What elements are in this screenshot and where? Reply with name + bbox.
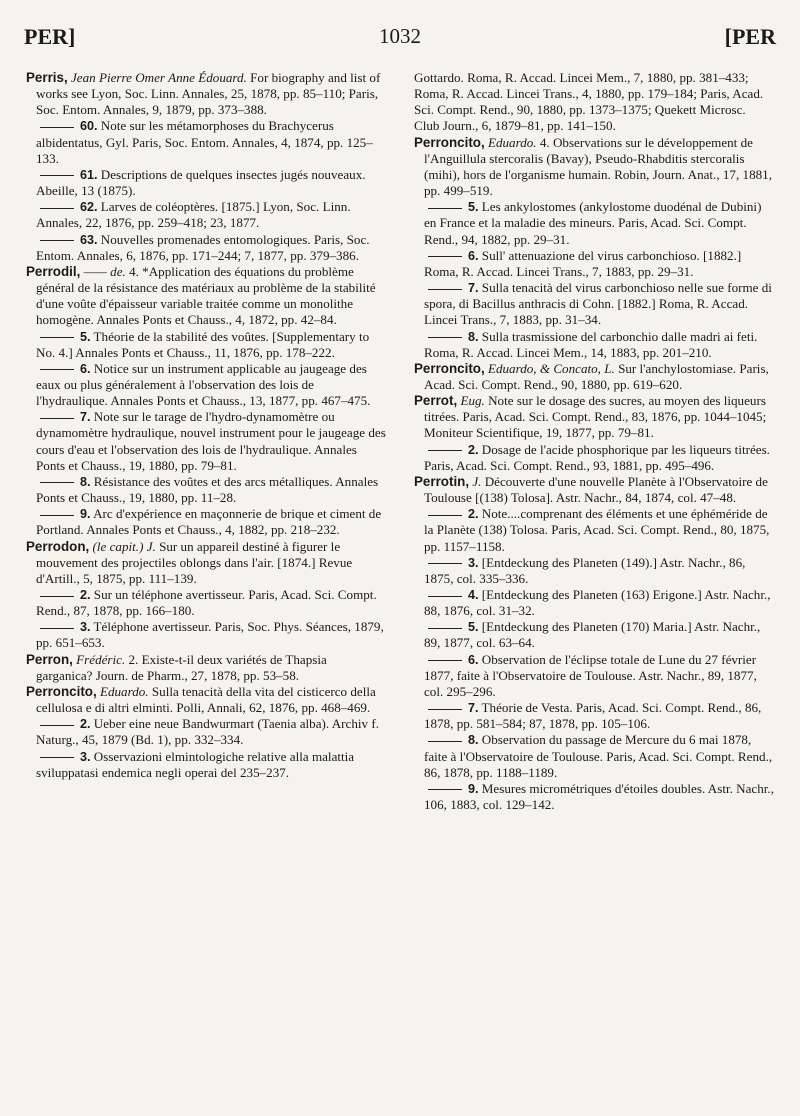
entry-text: Sulla tenacità della vita del cisticerco della cellulosa e di altri elminti. Polli, Annali, 62, 1876, pp. 468–469. — [36, 683, 376, 716]
ditto-dash — [428, 208, 462, 209]
catalogue-subentry — [26, 716, 386, 748]
ditto-dash — [428, 450, 462, 451]
ditto-dash — [428, 660, 462, 661]
entry-text: Découverte d'une nouvelle Planète à l'Observatoire de Toulouse [(138) Tolosa]. Astr. Nachr., 84, 1874, col. 47–48. — [424, 473, 768, 506]
entry-text: Ueber eine neue Bandwurmart (Taenia alba). Archiv f. Naturg., 45, 1879 (Bd. 1), pp. 332–334. — [36, 716, 379, 748]
entry-text: Résistance des voûtes et des arcs métalliques. Annales Ponts et Chauss., 19, 1880, pp. 11–28. — [36, 473, 379, 506]
entry-text: 4. *Application des équations du problème général de la résistance des matériaux au problème de la stabilité d'une voûte d'épaisseur variable traitée comme un monolithe homogène. Annales Ponts et Chauss., 4, 1872, pp. 42–84. — [36, 263, 376, 328]
header-left: PER] — [24, 24, 76, 49]
catalogue-entry — [26, 652, 386, 684]
entry-number: 5. — [80, 329, 91, 344]
entry-text: Osservazioni elmintologiche relative alla malattia sviluppatasi endemica negli operai del 235–237. — [36, 748, 355, 780]
header-right: [PER — [724, 24, 776, 49]
left-column — [26, 70, 386, 781]
entry-number: 5. — [468, 620, 479, 635]
ditto-dash — [428, 563, 462, 564]
entry-number: 7. — [80, 410, 91, 425]
entry-text: 2. Existe-t-il deux variétés de Thapsia garganica? Journ. de Pharm., 27, 1878, pp. 53–58. — [36, 651, 327, 683]
entry-text: Sur un appareil destiné à figurer le mouvement des projectiles oblongs dans l'air. [1874.] Revue d'Artill., 5, 1875, pp. 111–139. — [36, 538, 353, 586]
ditto-dash — [40, 596, 74, 597]
author-forename: Eduardo. — [99, 683, 149, 699]
entry-text: Notice sur un instrument applicable au jaugeage des eaux ou plus généralement à l'observation des lois de l'hydraulique. Annales Ponts et Chauss., 13, 1877, pp. 467–475. — [36, 360, 371, 409]
entry-number: 5. — [468, 200, 479, 215]
catalogue-subentry — [26, 749, 386, 781]
catalogue-subentry — [414, 506, 774, 554]
entry-number: 9. — [80, 507, 91, 522]
entry-number: 7. — [468, 281, 479, 296]
entry-text: Descriptions de quelques insectes jugés nouveaux. Abeille, 13 (1875). — [36, 166, 366, 199]
entry-text: Sur l'anchylostomiase. Paris, Acad. Sci. Compt. Rend., 90, 1880, pp. 619–620. — [424, 360, 769, 392]
author-name: Perrotin, — [414, 473, 470, 489]
ditto-dash — [428, 337, 462, 338]
catalogue-subentry — [414, 700, 774, 732]
author-name: Perron, — [26, 651, 73, 667]
ditto-dash — [40, 127, 74, 128]
ditto-dash — [428, 741, 462, 742]
catalogue-entry — [414, 474, 774, 506]
catalogue-subentry — [26, 409, 386, 474]
entry-text: [Entdeckung des Planeten (163) Erigone.] Astr. Nachr., 88, 1876, col. 31–32. — [424, 587, 771, 619]
entry-number: 8. — [468, 329, 479, 344]
author-forename: Frédéric. — [76, 651, 126, 667]
catalogue-entry — [26, 539, 386, 587]
ditto-dash — [40, 175, 74, 176]
entry-text: [Entdeckung des Planeten (149).] Astr. Nachr., 86, 1875, col. 335–336. — [424, 554, 746, 586]
entry-number: 2. — [468, 442, 479, 457]
entry-number: 6. — [468, 652, 479, 667]
entry-number: 8. — [80, 474, 91, 489]
author-name: Perrodil, — [26, 263, 81, 279]
ditto-dash — [428, 709, 462, 710]
entry-text: Note....comprenant des éléments et une éphéméride de la Planète (138) Tolosa. Paris, Acad. Sci. Compt. Rend., 80, 1875, pp. 1157–1158. — [424, 506, 770, 554]
page-number: 1032 — [379, 24, 421, 48]
catalogue-subentry — [414, 442, 774, 474]
entry-number: 63. — [80, 232, 98, 247]
entry-text: Note sur le dosage des sucres, au moyen des liqueurs titrées. Paris, Acad. Sci. Compt. Rend., 83, 1876, pp. 1044–1045; Moniteur Scientifique, 19, 1877, pp. 79–81. — [424, 393, 767, 441]
catalogue-subentry — [414, 329, 774, 361]
entry-number: 62. — [80, 200, 98, 215]
ditto-dash — [40, 482, 74, 483]
author-forename: J. — [472, 473, 482, 489]
catalogue-entry — [414, 361, 774, 393]
entry-text: Gottardo. Roma, R. Accad. Lincei Mem., 7, 1880, pp. 381–433; Roma, R. Accad. Lincei Trans., 4, 1880, pp. 179–184; Paris, Acad. Sci. Compt. Rend., 90, 1880, pp. 1373–1375; Quekett Microsc. Club Journ., 6, 1879–81, pp. 141–150. — [414, 70, 764, 134]
page-header — [24, 24, 776, 58]
author-name: Perroncito, — [26, 683, 97, 699]
entry-text: Note sur le tarage de l'hydro-dynamomètre ou dynamomètre hydraulique, nouvel instrument pour le jaugeage des cours d'eau et l'observation des lois de l'hydraulique. Annales Ponts et Chauss., 19, 1880, pp. 79–81. — [36, 409, 386, 473]
catalogue-subentry — [414, 732, 774, 780]
author-forename: Eduardo, & Concato, L. — [487, 360, 615, 376]
entry-text: Mesures micrométriques d'étoiles doubles. Astr. Nachr., 106, 1883, col. 129–142. — [424, 780, 774, 813]
entry-number: 4. — [468, 588, 479, 602]
ditto-dash — [428, 289, 462, 290]
catalogue-subentry — [26, 199, 386, 231]
entry-number: 8. — [468, 733, 479, 748]
author-forename: Eug. — [460, 393, 485, 409]
entry-text: Les ankylostomes (ankylostome duodénal de Dubini) en France et la maladie des mineurs. Paris, Acad. Sci. Compt. Rend., 94, 1882, pp. 29–31. — [424, 199, 762, 247]
entry-text: Sulla tenacità del virus carbonchioso nelle sue forme di spora, di Bacillus anthracis di Cohn. [1882.] Roma, R. Accad. Lincei Trans., 7, 1883, pp. 31–34. — [424, 280, 772, 328]
entry-text: 4. Observations sur le développement de l'Anguillula stercoralis (Bavay), Pseudo-Rhabditis stercoralis (mihi), hors de l'organisme humain. Robin, Journ. Anat., 17, 1881, pp. 499–519. — [424, 134, 772, 199]
catalogue-subentry — [414, 280, 774, 328]
entry-text: Arc d'expérience en maçonnerie de brique et ciment de Portland. Annales Ponts et Chauss., 4, 1882, pp. 218–232. — [36, 506, 382, 538]
catalogue-subentry — [414, 199, 774, 247]
entry-number: 60. — [80, 119, 98, 134]
ditto-dash — [428, 515, 462, 516]
author-forename: Eduardo. — [487, 134, 537, 150]
entry-number: 2. — [468, 507, 479, 522]
author-name: Perrot, — [414, 393, 458, 409]
entry-number: 9. — [468, 781, 479, 796]
entry-text: Note sur les métamorphoses du Brachycerus albidentatus, Gyl. Paris, Soc. Entom. Annales, 4, 1874, pp. 125–133. — [36, 118, 373, 166]
entry-text: For biography and list of works see Lyon, Soc. Linn. Annales, 25, 1878, pp. 85–110; Paris, Soc. Entom. Annales, 9, 1879, pp. 373–388. — [36, 70, 381, 118]
entry-text: Théorie de Vesta. Paris, Acad. Sci. Compt. Rend., 86, 1878, pp. 581–584; 87, 1878, pp. 105–106. — [424, 700, 762, 732]
ditto-dash — [428, 596, 462, 597]
catalogue-subentry — [26, 361, 386, 409]
catalogue-subentry — [26, 506, 386, 538]
entry-number: 2. — [80, 717, 91, 732]
entry-text: Théorie de la stabilité des voûtes. [Supplementary to No. 4.] Annales Ponts et Chauss., 11, 1876, pp. 178–222. — [36, 328, 370, 360]
catalogue-entry — [414, 135, 774, 200]
catalogue-subentry — [26, 619, 386, 651]
catalogue-entry — [26, 264, 386, 329]
author-name: Perrodon, — [26, 538, 90, 554]
author-forename: Jean Pierre Omer Anne Édouard. — [70, 70, 247, 85]
entry-text: Sur un téléphone avertisseur. Paris, Acad. Sci. Compt. Rend., 87, 1878, pp. 166–180. — [36, 587, 377, 619]
ditto-dash — [40, 208, 74, 209]
entry-text: Sulla trasmissione del carbonchio dalle madri ai feti. Roma, R. Accad. Lincei Mem., 14, 1883, pp. 201–210. — [424, 328, 758, 360]
catalogue-subentry — [414, 652, 774, 700]
entry-text: Observation du passage de Mercure du 6 mai 1878, faite à l'Observatoire de Toulouse. Paris, Acad. Sci. Compt. Rend., 86, 1878, pp. 1188–1189. — [424, 732, 773, 780]
entry-number: 7. — [468, 701, 479, 716]
entry-text: Observation de l'éclipse totale de Lune du 27 février 1877, faite à l'Observatoire de Toulouse. Astr. Nachr., 89, 1877, col. 295–296. — [424, 651, 757, 699]
entry-text: Nouvelles promenades entomologiques. Paris, Soc. Entom. Annales, 6, 1876, pp. 171–244; 7, 1877, pp. 379–386. — [36, 231, 370, 263]
catalogue-subentry — [26, 232, 386, 264]
catalogue-entry — [414, 393, 774, 441]
catalogue-subentry — [414, 555, 774, 587]
right-column — [414, 70, 774, 813]
ditto-dash — [40, 337, 74, 338]
ditto-dash — [40, 418, 74, 419]
ditto-dash — [40, 240, 74, 241]
catalogue-subentry — [414, 781, 774, 813]
catalogue-subentry — [26, 118, 386, 166]
continued-entry — [414, 70, 774, 135]
entry-number: 61. — [80, 167, 98, 182]
entry-number: 3. — [80, 620, 91, 635]
ditto-dash — [40, 628, 74, 629]
entry-number: 2. — [80, 588, 91, 602]
entry-number: 6. — [468, 248, 479, 263]
catalogue-subentry — [414, 248, 774, 280]
author-name: Perroncito, — [414, 360, 485, 376]
entry-text: [Entdeckung des Planeten (170) Maria.] Astr. Nachr., 89, 1877, col. 63–64. — [424, 619, 761, 651]
author-name: Perris, — [26, 70, 68, 85]
catalogue-subentry — [26, 167, 386, 199]
catalogue-entry — [26, 684, 386, 716]
entry-text: Sull' attenuazione del virus carbonchioso. [1882.] Roma, R. Accad. Lincei Trans., 7, 1883, pp. 29–31. — [424, 247, 742, 279]
entry-number: 3. — [468, 555, 479, 570]
catalogue-subentry — [26, 474, 386, 506]
entry-number: 6. — [80, 361, 91, 376]
ditto-dash — [428, 256, 462, 257]
entry-text: Larves de coléoptères. [1875.] Lyon, Soc. Linn. Annales, 22, 1876, pp. 259–418; 23, 1877. — [36, 199, 351, 231]
ditto-dash — [40, 725, 74, 726]
catalogue-entry — [26, 70, 386, 118]
author-forename: (le capit.) J. — [92, 538, 156, 554]
catalogue-subentry — [26, 329, 386, 361]
entry-number: 3. — [80, 749, 91, 764]
author-name: Perroncito, — [414, 134, 485, 150]
author-forename: —— de. — [83, 263, 126, 279]
entry-text: Téléphone avertisseur. Paris, Soc. Phys. Séances, 1879, pp. 651–653. — [36, 619, 384, 651]
catalogue-subentry — [26, 587, 386, 619]
catalogue-subentry — [414, 619, 774, 651]
ditto-dash — [40, 757, 74, 758]
ditto-dash — [428, 628, 462, 629]
catalogue-subentry — [414, 587, 774, 619]
entry-text: Dosage de l'acide phosphorique par les liqueurs titrées. Paris, Acad. Sci. Compt. Rend., 93, 1881, pp. 495–496. — [424, 441, 770, 473]
ditto-dash — [40, 515, 74, 516]
ditto-dash — [428, 789, 462, 790]
ditto-dash — [40, 369, 74, 370]
